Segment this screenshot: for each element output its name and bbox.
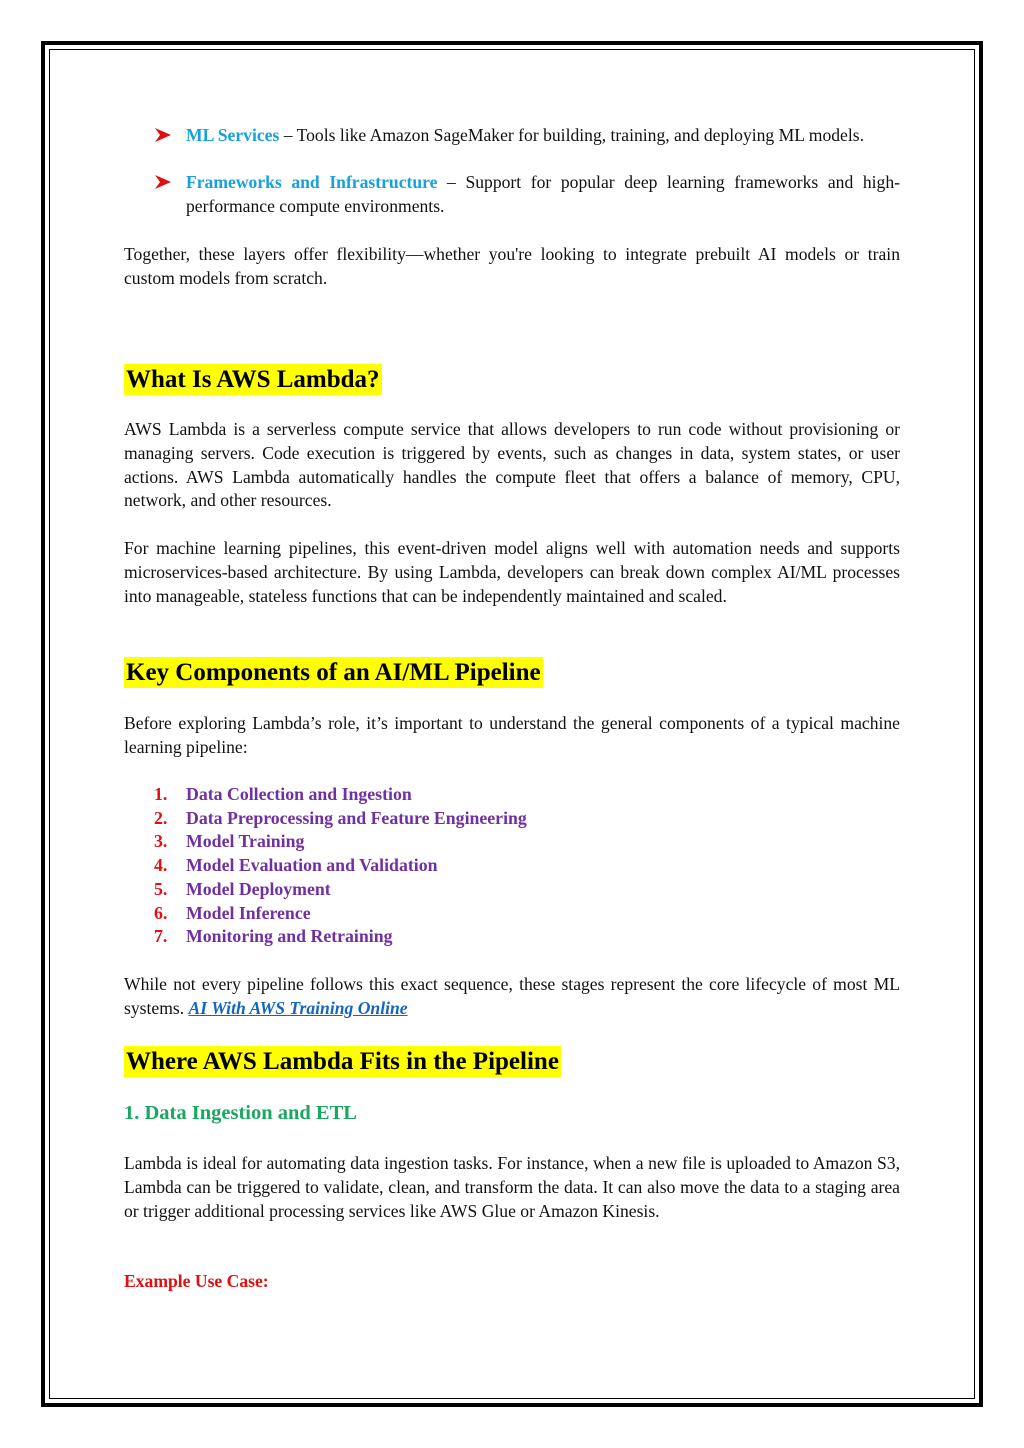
components-closing	[124, 973, 900, 1021]
heading-where-lambda-fits: Where AWS Lambda Fits in the Pipeline	[126, 1048, 559, 1075]
pipeline-components-list	[124, 783, 824, 949]
bullet-term: ML Services	[186, 125, 280, 145]
arrow-bullet-icon	[154, 174, 172, 190]
heading-key-components: Key Components of an AI/ML Pipeline	[126, 659, 541, 686]
bullet-term: Frameworks and Infrastructure	[186, 172, 438, 192]
bullet-item-frameworks	[124, 171, 900, 219]
lambda-paragraph-1: AWS Lambda is a serverless compute service that allows developers to run code without provisioning or managing servers. Code execution is triggered by events, such as changes in data, system states, or user actions. AWS Lambda automatically handles the compute fleet that offers a balance of memory, CPU, network, and other resources.	[124, 419, 900, 511]
list-item: 5. Model Deployment	[154, 878, 331, 899]
heading-what-is-lambda: What Is AWS Lambda?	[126, 366, 380, 393]
list-item: 6. Model Inference	[154, 902, 311, 923]
list-item: 3. Model Training	[154, 831, 305, 852]
subheading-data-ingestion: 1. Data Ingestion and ETL	[124, 1102, 357, 1124]
bullet-text: – Support for popular deep learning frameworks and high-performance compute environments.	[186, 172, 901, 216]
lambda-paragraph-2: For machine learning pipelines, this event-driven model aligns well with automation needs and supports microservices-based architecture. By using Lambda, developers can break down complex AI/ML processes into manageable, stateless functions that can be independently maintained and scaled.	[124, 538, 900, 606]
list-item: 4. Model Evaluation and Validation	[154, 855, 438, 876]
training-link[interactable]: AI With AWS Training Online	[188, 997, 408, 1018]
ingestion-paragraph: Lambda is ideal for automating data ingestion tasks. For instance, when a new file is uploaded to Amazon S3, Lambda can be triggered to validate, clean, and transform the data. It can also move the data to a staging area or trigger additional processing services like AWS Glue or Amazon Kinesis.	[124, 1153, 900, 1221]
arrow-bullet-icon	[154, 127, 172, 143]
list-item: 7. Monitoring and Retraining	[154, 926, 393, 947]
bullet-text: – Tools like Amazon SageMaker for building, training, and deploying ML models.	[279, 125, 864, 145]
bullet-item-ml-services	[124, 124, 900, 148]
example-use-case-label: Example Use Case:	[124, 1271, 269, 1291]
components-intro: Before exploring Lambda’s role, it’s important to understand the general components of a typical machine learning pipeline:	[124, 713, 900, 757]
closing-text: While not every pipeline follows this exact sequence, these stages represent the core lifecycle of most ML systems.	[124, 974, 900, 1018]
list-item: 2. Data Preprocessing and Feature Engineering	[154, 807, 527, 828]
intro-paragraph: Together, these layers offer flexibility—whether you're looking to integrate prebuilt AI models or train custom models from scratch.	[124, 244, 900, 288]
list-item: 1. Data Collection and Ingestion	[154, 784, 412, 804]
